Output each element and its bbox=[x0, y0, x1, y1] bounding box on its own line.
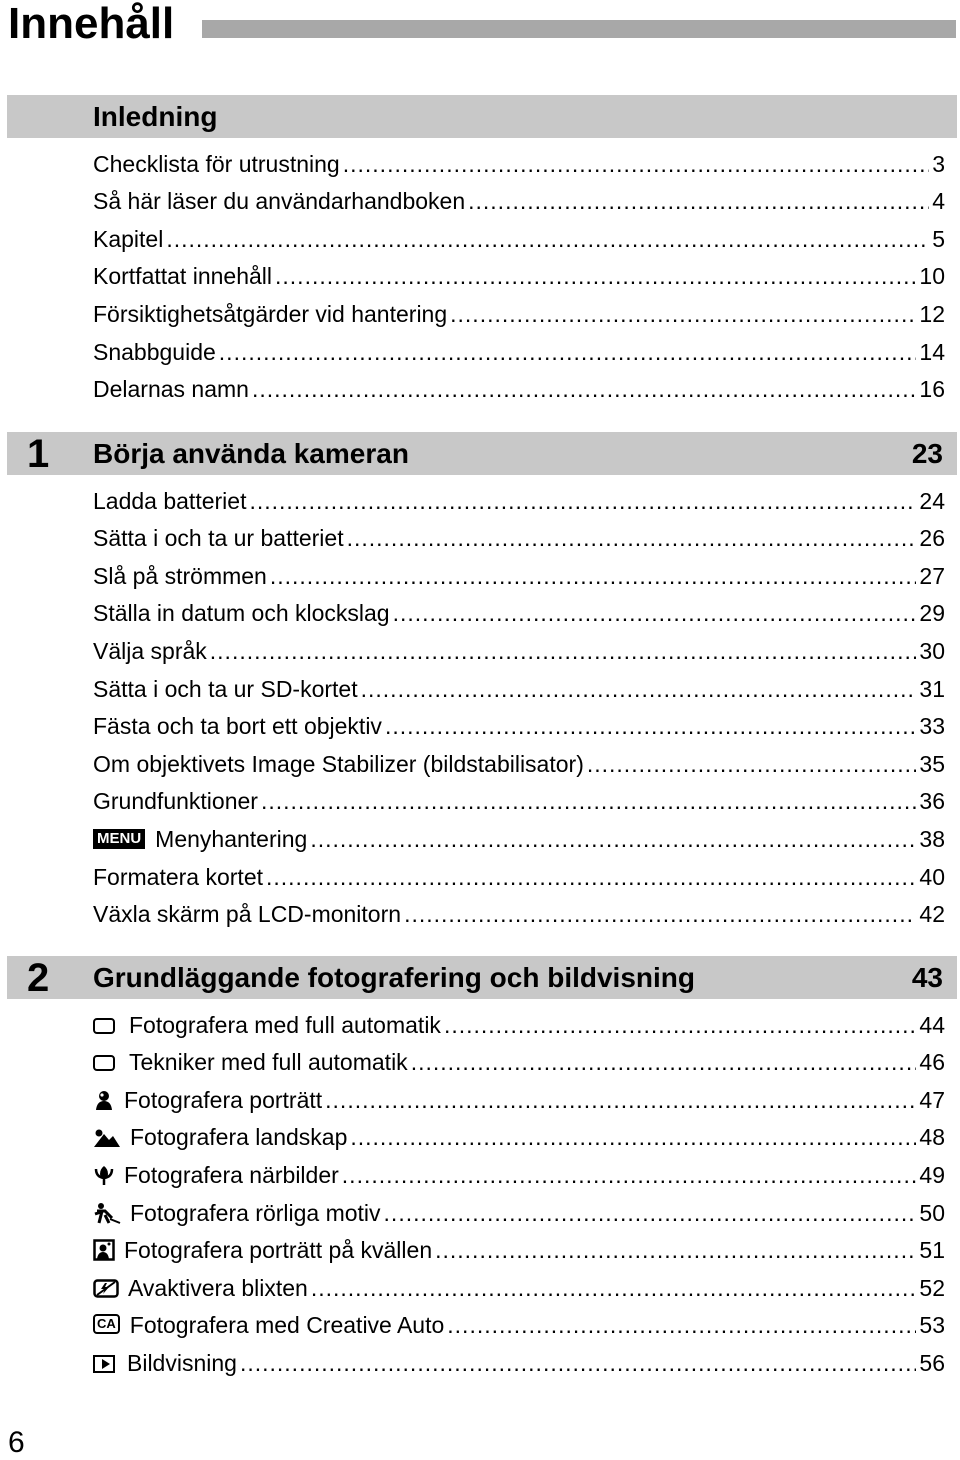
entry-text: Växla skärm på LCD-monitorn bbox=[93, 901, 402, 928]
toc-entry[interactable] bbox=[93, 1002, 945, 1040]
toc-entry[interactable] bbox=[93, 591, 945, 629]
toc-entry[interactable] bbox=[93, 1040, 945, 1078]
toc-entry[interactable] bbox=[93, 1077, 945, 1115]
leader-dots bbox=[249, 486, 916, 516]
entry-page: 12 bbox=[919, 300, 945, 327]
chapter-header-2[interactable] bbox=[7, 956, 957, 999]
toc-entry[interactable] bbox=[93, 1340, 945, 1378]
entry-page: 46 bbox=[919, 1049, 945, 1076]
entry-page: 35 bbox=[919, 750, 945, 777]
closeup-icon bbox=[93, 1164, 115, 1186]
toc-entry[interactable] bbox=[93, 628, 945, 666]
entry-page: 29 bbox=[919, 600, 945, 627]
entry-page: 53 bbox=[919, 1312, 945, 1339]
entry-text: Sätta i och ta ur batteriet bbox=[93, 525, 344, 552]
toc-list-chapter-2 bbox=[93, 1002, 945, 1378]
leader-dots bbox=[261, 786, 916, 816]
entry-text: Snabbguide bbox=[93, 338, 216, 365]
entry-text: Kapitel bbox=[93, 225, 164, 252]
full-auto-icon bbox=[93, 1055, 115, 1071]
entry-page: 38 bbox=[919, 825, 945, 852]
toc-entry[interactable] bbox=[93, 892, 945, 930]
entry-text: Fotografera porträtt bbox=[124, 1086, 323, 1113]
entry-text: Fästa och ta bort ett objektiv bbox=[93, 713, 382, 740]
entry-text: Tekniker med full automatik bbox=[129, 1049, 408, 1076]
playback-icon bbox=[93, 1355, 115, 1373]
toc-entry[interactable] bbox=[93, 779, 945, 817]
toc-entry[interactable] bbox=[93, 816, 945, 854]
entry-text: Menyhantering bbox=[155, 825, 308, 852]
toc-entry[interactable] bbox=[93, 704, 945, 742]
chapter-header-1[interactable] bbox=[7, 432, 957, 475]
toc-entry[interactable] bbox=[93, 1303, 945, 1341]
toc-entry[interactable] bbox=[93, 741, 945, 779]
leader-dots bbox=[450, 299, 916, 329]
entry-text: Ställa in datum och klockslag bbox=[93, 600, 390, 627]
entry-page: 31 bbox=[919, 675, 945, 702]
entry-page: 44 bbox=[919, 1011, 945, 1038]
entry-page: 30 bbox=[919, 637, 945, 664]
leader-dots bbox=[350, 1122, 916, 1152]
entry-text: Om objektivets Image Stabilizer (bildstabilisator) bbox=[93, 750, 584, 777]
entry-page: 33 bbox=[919, 713, 945, 740]
creative-auto-icon: CA bbox=[93, 1314, 120, 1334]
entry-page: 5 bbox=[932, 225, 945, 252]
entry-page: 26 bbox=[919, 525, 945, 552]
entry-text: Så här läser du användarhandboken bbox=[93, 188, 466, 215]
entry-text: Ladda batteriet bbox=[93, 487, 247, 514]
leader-dots bbox=[343, 149, 929, 179]
toc-entry[interactable] bbox=[93, 1152, 945, 1190]
leader-dots bbox=[166, 224, 929, 254]
entry-page: 3 bbox=[932, 150, 945, 177]
toc-entry[interactable] bbox=[93, 216, 945, 254]
entry-text: Fotografera med Creative Auto bbox=[129, 1312, 445, 1339]
flash-off-icon bbox=[93, 1277, 119, 1299]
toc-entry[interactable] bbox=[93, 179, 945, 217]
entry-page: 24 bbox=[919, 487, 945, 514]
section-header-intro bbox=[7, 95, 957, 138]
chapter-title: Grundläggande fotografering och bildvisning bbox=[93, 962, 695, 993]
landscape-icon bbox=[93, 1128, 121, 1148]
full-auto-icon bbox=[93, 1018, 115, 1034]
leader-dots bbox=[240, 1348, 916, 1378]
entry-page: 27 bbox=[919, 562, 945, 589]
sports-icon bbox=[93, 1202, 121, 1224]
toc-entry[interactable] bbox=[93, 516, 945, 554]
chapter-page: 23 bbox=[911, 438, 943, 469]
leader-dots bbox=[384, 1198, 917, 1228]
leader-dots bbox=[411, 1047, 917, 1077]
leader-dots bbox=[210, 636, 917, 666]
entry-page: 52 bbox=[919, 1274, 945, 1301]
entry-page: 36 bbox=[919, 788, 945, 815]
entry-text: Fotografera porträtt på kvällen bbox=[124, 1237, 433, 1264]
toc-list-chapter-1 bbox=[93, 478, 945, 929]
toc-entry[interactable] bbox=[93, 329, 945, 367]
toc-entry[interactable] bbox=[93, 1228, 945, 1266]
entry-page: 47 bbox=[919, 1086, 945, 1113]
leader-dots bbox=[444, 1010, 916, 1040]
entry-text: Kortfattat innehåll bbox=[93, 263, 273, 290]
toc-entry[interactable] bbox=[93, 291, 945, 329]
section-heading: Inledning bbox=[93, 101, 218, 132]
entry-page: 49 bbox=[919, 1161, 945, 1188]
leader-dots bbox=[361, 674, 917, 704]
leader-dots bbox=[435, 1235, 916, 1265]
chapter-number: 1 bbox=[27, 432, 50, 476]
chapter-title: Börja använda kameran bbox=[93, 438, 409, 469]
entry-page: 42 bbox=[919, 901, 945, 928]
entry-text: Fotografera närbilder bbox=[124, 1161, 339, 1188]
chapter-number: 2 bbox=[27, 956, 50, 1000]
entry-text: Bildvisning bbox=[127, 1349, 237, 1376]
toc-entry[interactable] bbox=[93, 854, 945, 892]
entry-text: Checklista för utrustning bbox=[93, 150, 340, 177]
entry-text: Välja språk bbox=[93, 637, 207, 664]
entry-page: 4 bbox=[932, 188, 945, 215]
toc-list-intro bbox=[93, 141, 945, 404]
toc-entry[interactable] bbox=[93, 666, 945, 704]
night-portrait-icon bbox=[93, 1239, 115, 1261]
leader-dots bbox=[404, 899, 916, 929]
toc-entry[interactable] bbox=[93, 1265, 945, 1303]
entry-page: 56 bbox=[919, 1349, 945, 1376]
entry-text: Sätta i och ta ur SD-kortet bbox=[93, 675, 358, 702]
entry-text: Slå på strömmen bbox=[93, 562, 267, 589]
entry-text: Fotografera landskap bbox=[130, 1124, 348, 1151]
leader-dots bbox=[342, 1160, 917, 1190]
chapter-page: 43 bbox=[911, 962, 943, 993]
page-title: Innehåll bbox=[8, 0, 175, 48]
entry-page: 48 bbox=[919, 1124, 945, 1151]
toc-entry[interactable] bbox=[93, 553, 945, 591]
toc-entry[interactable] bbox=[93, 478, 945, 516]
portrait-icon bbox=[93, 1089, 115, 1111]
leader-dots bbox=[468, 186, 929, 216]
entry-text: Formatera kortet bbox=[93, 863, 263, 890]
toc-entry[interactable] bbox=[93, 1190, 945, 1228]
page-number: 6 bbox=[8, 1426, 25, 1459]
entry-text: Avaktivera blixten bbox=[128, 1274, 308, 1301]
leader-dots bbox=[266, 862, 916, 892]
leader-dots bbox=[219, 337, 917, 367]
entry-page: 14 bbox=[919, 338, 945, 365]
entry-text: Fotografera rörliga motiv bbox=[130, 1199, 381, 1226]
entry-page: 10 bbox=[919, 263, 945, 290]
leader-dots bbox=[587, 749, 917, 779]
toc-entry[interactable] bbox=[93, 254, 945, 292]
entry-text: Fotografera med full automatik bbox=[129, 1011, 441, 1038]
menu-icon: MENU bbox=[93, 829, 145, 849]
entry-page: 50 bbox=[919, 1199, 945, 1226]
leader-dots bbox=[270, 561, 917, 591]
entry-page: 40 bbox=[919, 863, 945, 890]
leader-dots bbox=[275, 261, 916, 291]
entry-text: Delarnas namn bbox=[93, 376, 249, 403]
leader-dots bbox=[385, 711, 916, 741]
leader-dots bbox=[310, 824, 916, 854]
leader-dots bbox=[347, 523, 917, 553]
leader-dots bbox=[311, 1273, 917, 1303]
title-rule bbox=[202, 20, 956, 38]
leader-dots bbox=[325, 1085, 916, 1115]
entry-page: 16 bbox=[919, 376, 945, 403]
entry-text: Grundfunktioner bbox=[93, 788, 258, 815]
toc-entry[interactable] bbox=[93, 1115, 945, 1153]
leader-dots bbox=[252, 374, 916, 404]
toc-entry[interactable] bbox=[93, 141, 945, 179]
entry-page: 51 bbox=[919, 1237, 945, 1264]
leader-dots bbox=[447, 1310, 916, 1340]
leader-dots bbox=[393, 598, 917, 628]
entry-text: Försiktighetsåtgärder vid hantering bbox=[93, 300, 448, 327]
toc-entry[interactable] bbox=[93, 367, 945, 405]
